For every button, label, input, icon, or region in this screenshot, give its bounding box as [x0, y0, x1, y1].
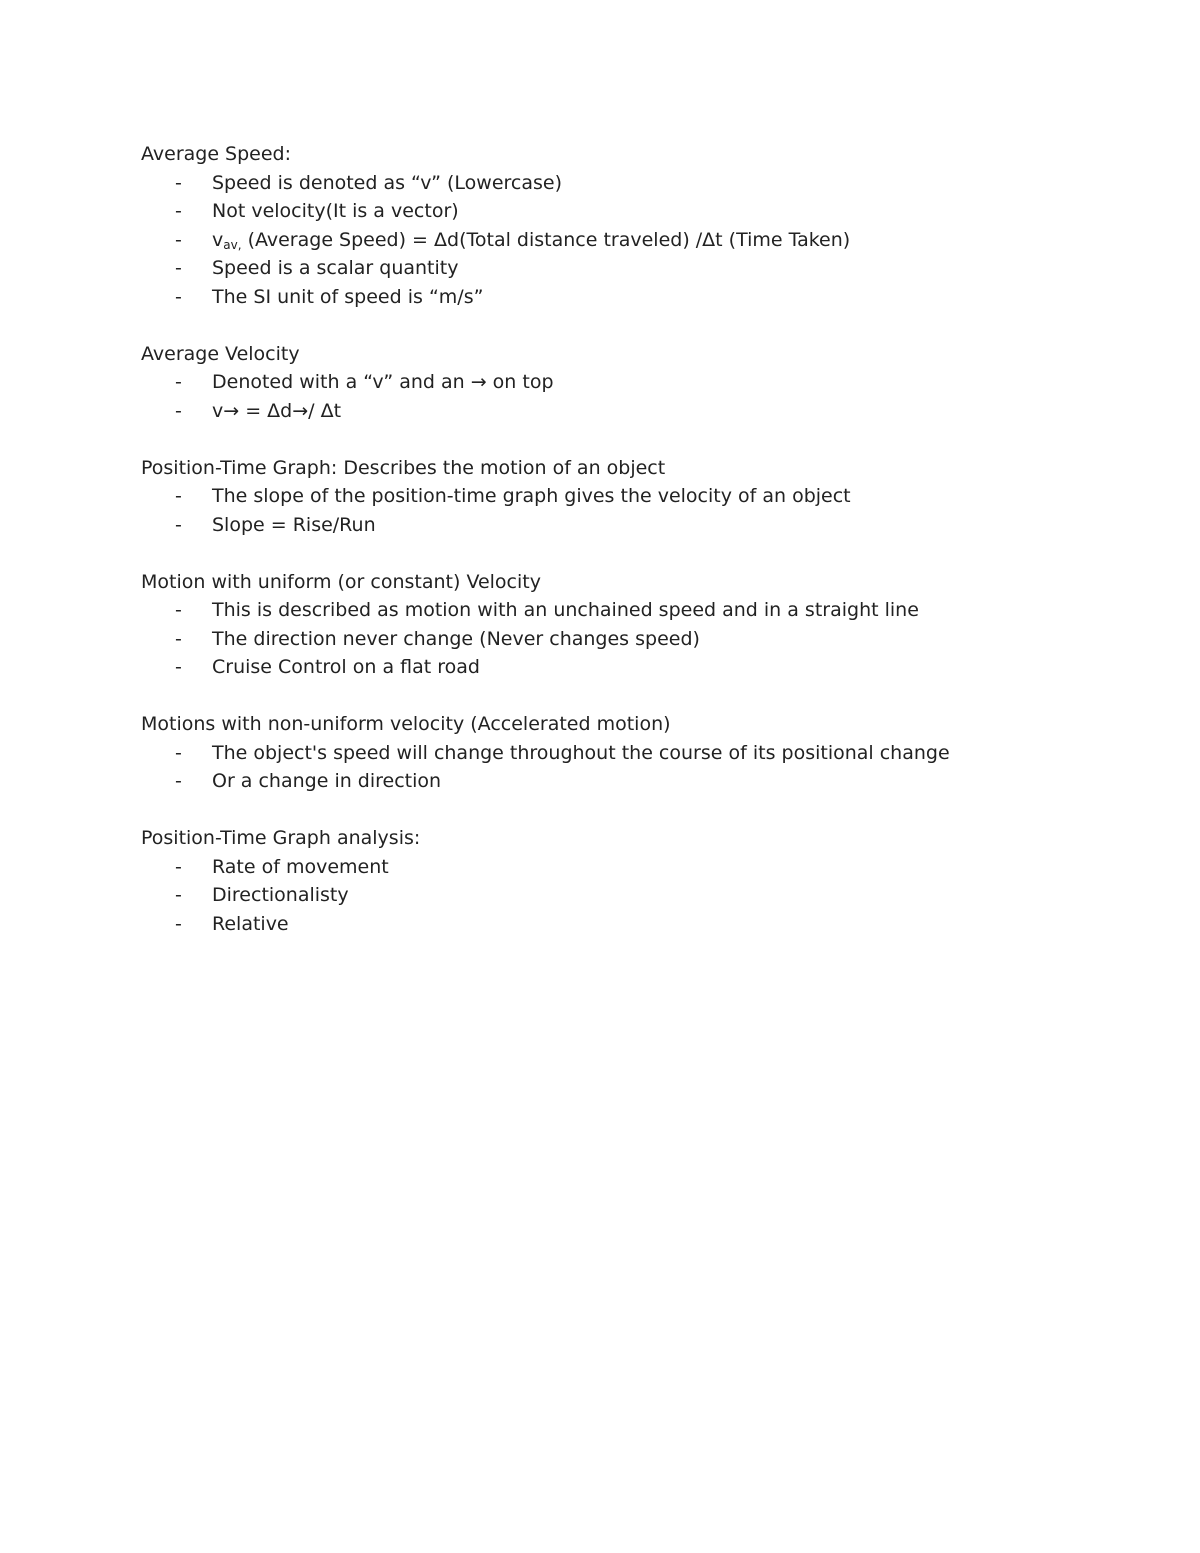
- list-item: [141, 881, 1101, 910]
- bullet-dash: -: [175, 485, 182, 507]
- bullet-dash: -: [175, 599, 182, 621]
- section-average-velocity: [141, 340, 1101, 426]
- section-non-uniform-velocity: [141, 710, 1101, 796]
- section-heading: Motion with uniform (or constant) Velocity: [141, 570, 541, 593]
- list-item: [141, 482, 1101, 511]
- list-item: [141, 254, 1101, 283]
- list-item: [141, 910, 1101, 939]
- bullet-dash: -: [175, 912, 182, 935]
- bullet-dash: -: [175, 171, 182, 194]
- bullet-dash: -: [175, 399, 182, 422]
- list-item-text: Not velocity(It is a vector): [212, 200, 459, 222]
- section-graph-analysis: [141, 824, 1101, 938]
- list-item: [141, 397, 1101, 426]
- list-item-text: Denoted with a “v” and an → on top: [212, 371, 554, 393]
- section-heading: Position-Time Graph analysis:: [141, 827, 421, 849]
- section-heading: Motions with non-uniform velocity (Accelerated motion): [141, 713, 671, 735]
- section-heading: Position-Time Graph: Describes the motion of an object: [141, 456, 666, 479]
- list-item-text: The direction never change (Never changes speed): [212, 627, 700, 650]
- formula-symbol: v: [212, 228, 224, 251]
- list-item: [141, 226, 1101, 255]
- formula-subscript: av,: [223, 237, 242, 252]
- list-item-text: v→ = Δd→/ Δt: [212, 399, 342, 422]
- list-item: [141, 197, 1101, 226]
- section-uniform-velocity: [141, 568, 1101, 682]
- list-item-text: The slope of the position-time graph gives the velocity of an object: [212, 485, 851, 507]
- list-item: [141, 511, 1101, 540]
- list-item-text: Speed is a scalar quantity: [212, 257, 459, 279]
- list-item: [141, 368, 1101, 397]
- list-item: [141, 853, 1101, 882]
- bullet-dash: -: [175, 741, 182, 764]
- section-average-speed: [141, 140, 1101, 311]
- bullet-dash: -: [175, 855, 182, 878]
- bullet-dash: -: [175, 656, 182, 678]
- list-item: [141, 653, 1101, 682]
- bullet-dash: -: [175, 627, 182, 650]
- bullet-dash: -: [175, 884, 182, 906]
- list-item: [141, 596, 1101, 625]
- list-item-text: Cruise Control on a flat road: [212, 656, 480, 678]
- list-item: [141, 283, 1101, 312]
- list-item-text: Directionalisty: [212, 884, 349, 906]
- bullet-dash: -: [175, 285, 182, 308]
- bullet-dash: -: [175, 371, 182, 393]
- section-position-time-graph: [141, 454, 1101, 540]
- bullet-dash: -: [175, 513, 182, 536]
- list-item-text: This is described as motion with an unchained speed and in a straight line: [212, 599, 919, 621]
- formula-text: (Average Speed) = Δd(Total distance traveled) /Δt (Time Taken): [241, 228, 851, 251]
- list-item: [141, 625, 1101, 654]
- bullet-dash: -: [175, 200, 182, 222]
- section-heading: Average Velocity: [141, 342, 300, 365]
- bullet-dash: -: [175, 257, 182, 279]
- bullet-dash: -: [175, 228, 182, 251]
- section-heading: Average Speed:: [141, 143, 292, 165]
- list-item: [141, 767, 1101, 796]
- list-item: [141, 169, 1101, 198]
- notes-content: [141, 140, 1101, 967]
- list-item-text: The SI unit of speed is “m/s”: [212, 285, 484, 308]
- list-item: [141, 739, 1101, 768]
- list-item-text: The object's speed will change throughout the course of its positional change: [212, 741, 950, 764]
- list-item-text: Speed is denoted as “v” (Lowercase): [212, 171, 563, 194]
- list-item-text: Slope = Rise/Run: [212, 513, 376, 536]
- bullet-dash: -: [175, 770, 182, 792]
- list-item-text: Rate of movement: [212, 855, 389, 878]
- list-item-text: Or a change in direction: [212, 770, 442, 792]
- list-item-text: Relative: [212, 912, 289, 935]
